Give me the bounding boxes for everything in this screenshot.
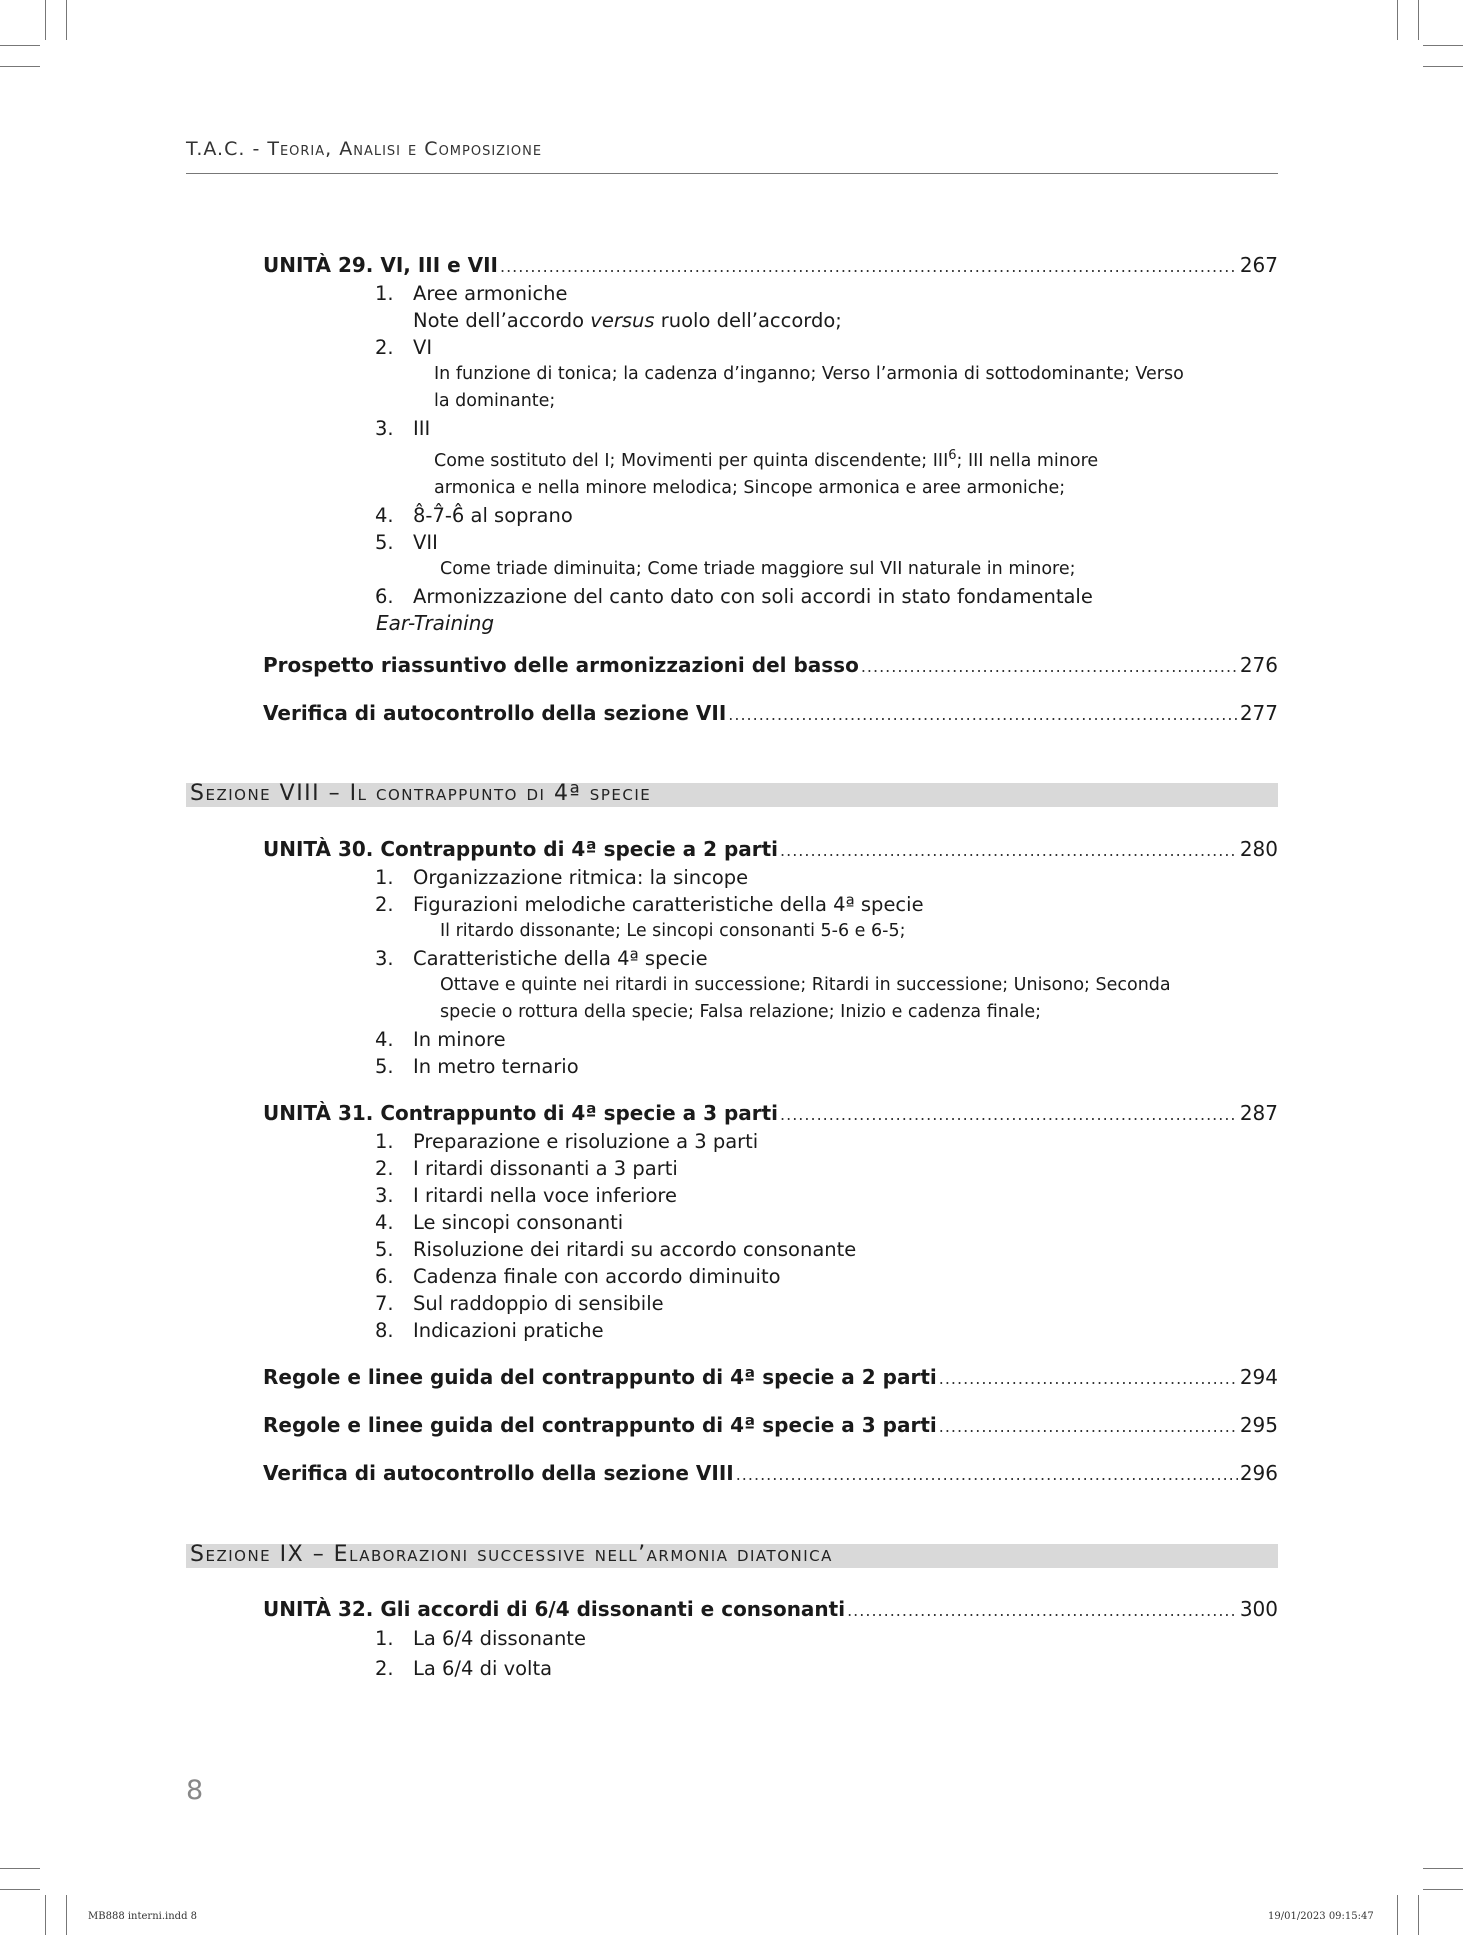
- crop-mark: [1418, 0, 1419, 40]
- toc-subitem: la dominante;: [434, 391, 556, 411]
- toc-subitem: Come triade diminuita; Come triade maggiore sul VII naturale in minore;: [440, 558, 1076, 579]
- toc-subitem: In funzione di tonica; la cadenza d’inganno; Verso l’armonia di sottodominante; Verso: [434, 364, 1184, 384]
- toc-item: 4. In minore: [375, 1028, 506, 1051]
- crop-mark: [1423, 1889, 1463, 1890]
- crop-mark: [1397, 1895, 1398, 1935]
- dot-leader: [736, 1461, 1238, 1488]
- toc-item: 5. Risoluzione dei ritardi su accordo consonante: [375, 1238, 857, 1261]
- entry-title: UNITÀ 29. VI, III e VII: [263, 253, 498, 277]
- entry-page: 287: [1239, 1101, 1278, 1125]
- crop-mark: [66, 1895, 67, 1935]
- slug-timestamp: 19/01/2023 09:15:47: [1268, 1911, 1374, 1922]
- dot-leader: [780, 837, 1238, 864]
- toc-entry[interactable]: [263, 1100, 1278, 1128]
- toc-entry[interactable]: [263, 836, 1278, 864]
- toc-unit-32: [263, 1596, 1278, 1684]
- crop-mark: [1423, 45, 1463, 46]
- entry-title: Verifica di autocontrollo della sezione VII: [263, 701, 727, 725]
- toc-unit-29: [263, 252, 1278, 637]
- dot-leader: [847, 1597, 1238, 1624]
- entry-page: 276: [1239, 653, 1278, 677]
- entry-page: 267: [1239, 253, 1278, 277]
- entry-title: UNITÀ 30. Contrappunto di 4ª specie a 2 parti: [263, 837, 779, 861]
- toc-item: 1. Preparazione e risoluzione a 3 parti: [375, 1130, 759, 1153]
- toc-item: 2. Figurazioni melodiche caratteristiche della 4ª specie: [375, 893, 924, 916]
- toc-item: 4. 8̂-7̂-6̂ al soprano: [375, 503, 573, 527]
- toc-entry[interactable]: [263, 1364, 1278, 1392]
- toc-item: 3. Caratteristiche della 4ª specie: [375, 947, 708, 970]
- toc-item: 2. VI: [375, 336, 433, 359]
- toc-subitem: Il ritardo dissonante; Le sincopi consonanti 5-6 e 6-5;: [440, 921, 906, 941]
- page-number: 8: [186, 1775, 204, 1806]
- toc-item: 3. III: [375, 417, 431, 440]
- toc-entry-block: [263, 652, 1278, 680]
- toc-item: 8. Indicazioni pratiche: [375, 1319, 604, 1342]
- crop-mark: [0, 45, 40, 46]
- toc-entry-block: [263, 1364, 1278, 1392]
- toc-note: Ear-Training: [376, 610, 495, 635]
- toc-entry[interactable]: [263, 252, 1278, 280]
- toc-entry-block: [263, 700, 1278, 728]
- section-heading-viii: Sezione VIII – Il contrappunto di 4ª specie: [186, 783, 1278, 807]
- toc-entry[interactable]: [263, 1460, 1278, 1488]
- toc-unit-30: [263, 836, 1278, 1080]
- slug-file: MB888 interni.indd 8: [88, 1911, 198, 1922]
- toc-item: 5. VII: [375, 530, 438, 554]
- toc-item: 1. La 6/4 dissonante: [375, 1627, 586, 1650]
- toc-subitem: specie o rottura della specie; Falsa relazione; Inizio e cadenza finale;: [440, 1002, 1042, 1022]
- toc-subitem: Come sostituto del I; Movimenti per quinta discendente; III$^6$; III nella minore: [434, 448, 1099, 471]
- toc-item: 3. I ritardi nella voce inferiore: [375, 1184, 677, 1207]
- entry-page: 296: [1239, 1461, 1278, 1485]
- entry-title: Regole e linee guida del contrappunto di 4ª specie a 3 parti: [263, 1413, 937, 1437]
- toc-item: 1. Organizzazione ritmica: la sincope: [375, 866, 749, 889]
- toc-entry-block: [263, 1460, 1278, 1488]
- dot-leader: [780, 1101, 1238, 1128]
- toc-item: 2. La 6/4 di volta: [375, 1657, 553, 1680]
- entry-page: 280: [1239, 837, 1278, 861]
- toc-unit-31: [263, 1100, 1278, 1344]
- dot-leader: [939, 1413, 1238, 1440]
- toc-item: 5. In metro ternario: [375, 1055, 579, 1078]
- crop-mark: [66, 0, 67, 40]
- entry-title: Prospetto riassuntivo delle armonizzazioni del basso: [263, 653, 859, 677]
- dot-leader: [939, 1365, 1238, 1392]
- toc-entry-block: [263, 1412, 1278, 1440]
- entry-title: Regole e linee guida del contrappunto di 4ª specie a 2 parti: [263, 1365, 937, 1389]
- toc-note: Note dell’accordo versus ruolo dell’accordo;: [413, 309, 842, 332]
- toc-item: 6. Armonizzazione del canto dato con soli accordi in stato fondamentale: [375, 584, 1093, 608]
- crop-mark: [0, 66, 40, 67]
- crop-mark: [1397, 0, 1398, 40]
- entry-page: 295: [1239, 1413, 1278, 1437]
- dot-leader: [861, 653, 1238, 680]
- toc-item: 2. I ritardi dissonanti a 3 parti: [375, 1157, 678, 1180]
- dot-leader: [500, 253, 1238, 280]
- crop-mark: [0, 1868, 40, 1869]
- entry-title: UNITÀ 31. Contrappunto di 4ª specie a 3 parti: [263, 1101, 779, 1125]
- toc-entry[interactable]: [263, 700, 1278, 728]
- entry-page: 294: [1239, 1365, 1278, 1389]
- toc-subitem: armonica e nella minore melodica; Sincope armonica e aree armoniche;: [434, 477, 1066, 498]
- crop-mark: [1423, 66, 1463, 67]
- crop-mark: [45, 0, 46, 40]
- crop-mark: [1418, 1895, 1419, 1935]
- entry-title: UNITÀ 32. Gli accordi di 6/4 dissonanti e consonanti: [263, 1597, 846, 1621]
- toc-item: 1. Aree armoniche: [375, 282, 568, 305]
- dot-leader: [728, 701, 1238, 728]
- section-heading-ix: Sezione IX – Elaborazioni successive nell’armonia diatonica: [186, 1544, 1278, 1568]
- toc-subitem: Ottave e quinte nei ritardi in successione; Ritardi in successione; Unisono; Seconda: [440, 975, 1171, 995]
- crop-mark: [1423, 1868, 1463, 1869]
- entry-page: 277: [1239, 701, 1278, 725]
- toc-entry[interactable]: [263, 1596, 1278, 1624]
- toc-item: 4. Le sincopi consonanti: [375, 1211, 624, 1234]
- entry-page: 300: [1239, 1597, 1278, 1621]
- crop-mark: [0, 1889, 40, 1890]
- entry-title: Verifica di autocontrollo della sezione VIII: [263, 1461, 734, 1485]
- crop-mark: [45, 1895, 46, 1935]
- toc-item: 7. Sul raddoppio di sensibile: [375, 1292, 664, 1315]
- header-rule: [186, 173, 1278, 174]
- running-header: T.A.C. - Teoria, Analisi e Composizione: [186, 138, 543, 160]
- toc-entry[interactable]: [263, 1412, 1278, 1440]
- toc-item: 6. Cadenza finale con accordo diminuito: [375, 1265, 781, 1288]
- toc-entry[interactable]: [263, 652, 1278, 680]
